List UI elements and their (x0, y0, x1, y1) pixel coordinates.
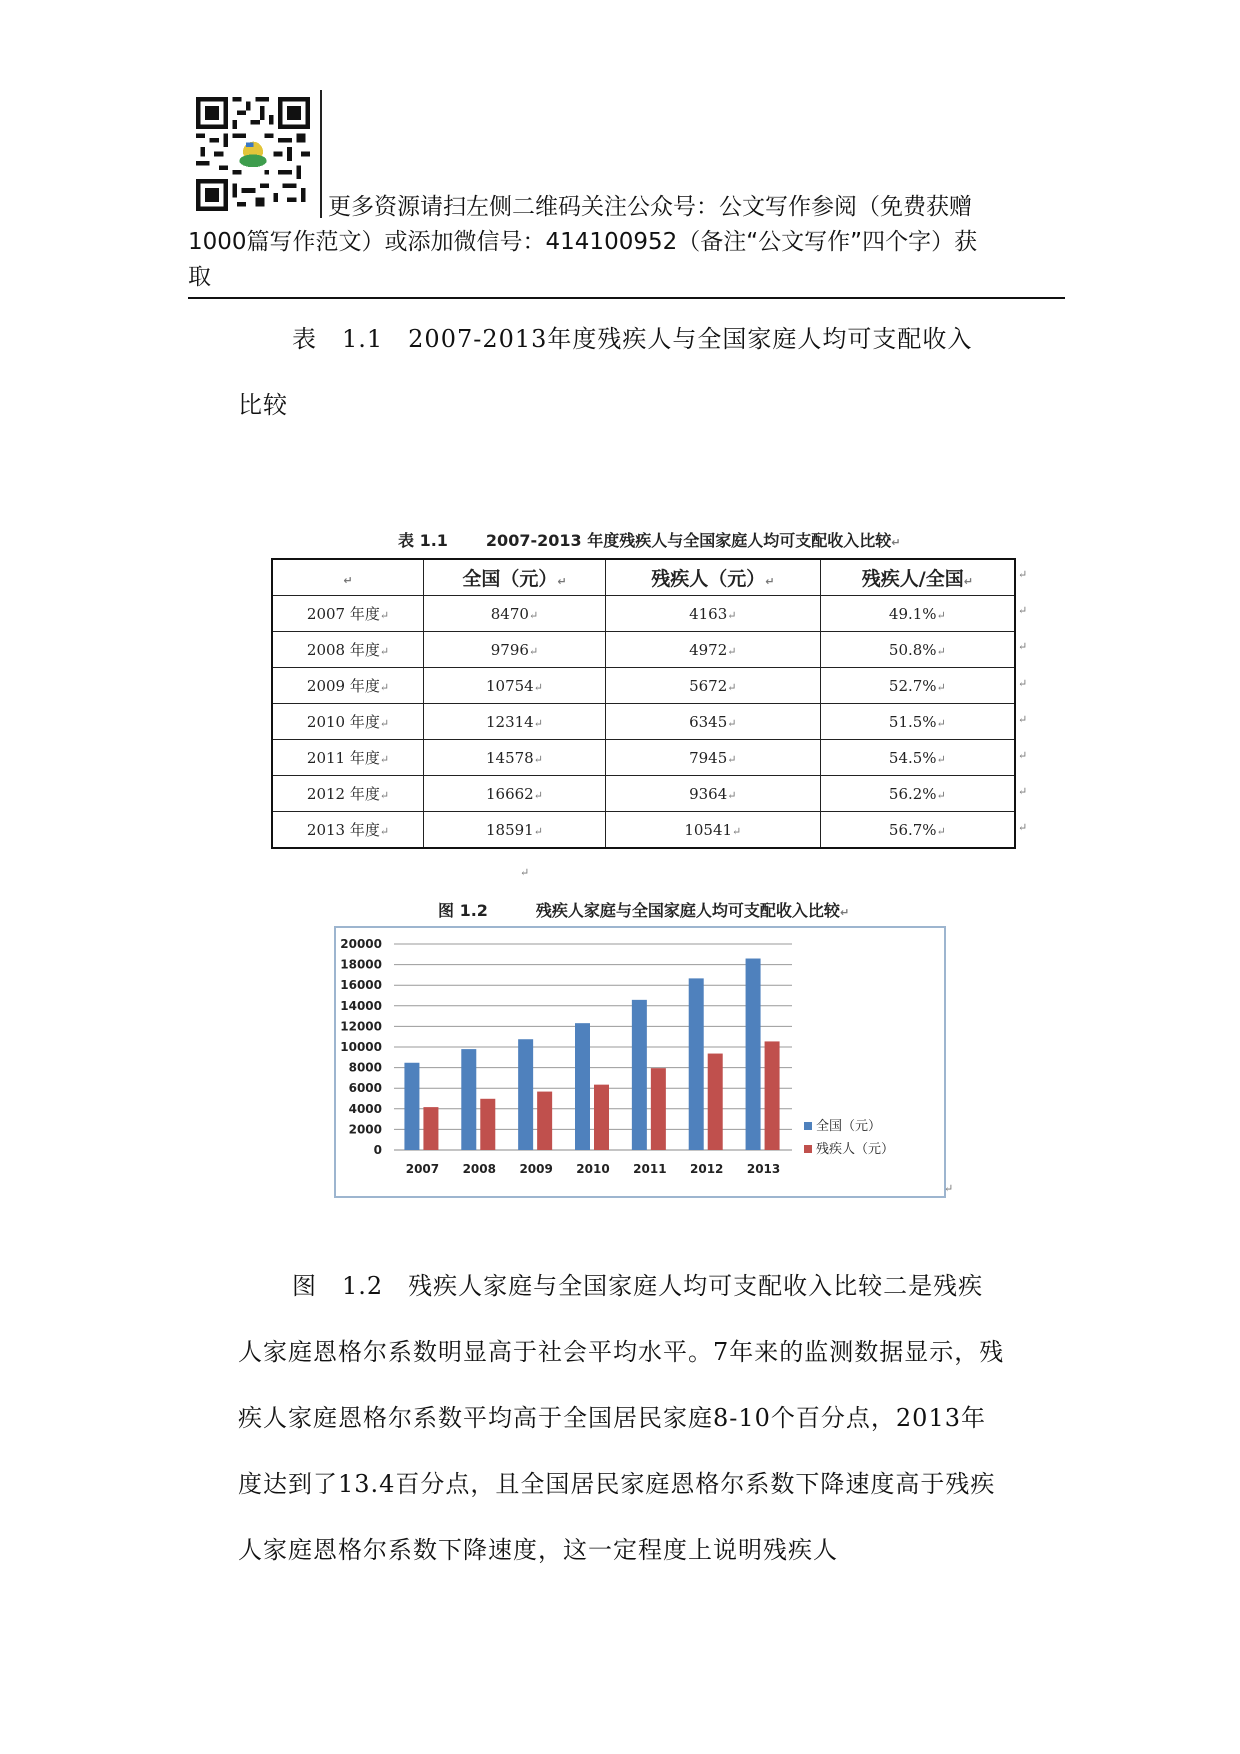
table-cell: 16662↵ (424, 776, 606, 812)
x-tick-label: 2012 (690, 1162, 724, 1176)
table-cell: 9796↵ (424, 632, 606, 668)
bar-2013-disabled (765, 1041, 780, 1150)
table-row (272, 704, 1015, 740)
bar-2008-national (461, 1049, 476, 1150)
y-tick-label: 2000 (348, 1122, 382, 1137)
return-mark: ↵ (520, 866, 530, 879)
return-mark: ↵ (1018, 568, 1028, 581)
table-cell: 56.2%↵ (820, 776, 1015, 812)
y-tick-label: 10000 (340, 1040, 382, 1054)
header-line-3: 取 (188, 264, 211, 290)
return-mark: ↵ (944, 1182, 954, 1195)
y-tick-label: 12000 (340, 1019, 382, 1034)
body-text: 图 1.2 残疾人家庭与全国家庭人均可支配收入比较二是残疾人家庭恩格尔系数明显高于社会平均水平。7年来的监测数据显示，残疾人家庭恩格尔系数平均高于全国居民家庭8-10个百分点，2013年度达到了13.4百分点，且全国居民家庭恩格尔系数下降速度高于残疾人家庭恩格尔系数下降速度，这一定程度上说明残疾人 (238, 1272, 1005, 1564)
header-notice (188, 190, 1048, 295)
bar-2012-disabled (708, 1054, 723, 1150)
table-title (398, 528, 900, 551)
table-cell: 2009 年度↵ (272, 668, 424, 704)
y-tick-label: 6000 (348, 1081, 382, 1096)
return-mark: ↵ (891, 536, 901, 549)
table-cell: 2012 年度↵ (272, 776, 424, 812)
chart-title-label: 图 1.2 (438, 901, 488, 920)
table-cell: 49.1%↵ (820, 596, 1015, 632)
table-cell: 5672↵ (605, 668, 820, 704)
table-cell: 10541↵ (605, 812, 820, 849)
table-cell: 2007 年度↵ (272, 596, 424, 632)
x-tick-label: 2008 (462, 1162, 496, 1176)
table-cell: 4163↵ (605, 596, 820, 632)
y-tick-label: 20000 (340, 937, 382, 951)
bar-2010-national (575, 1023, 590, 1150)
income-table (271, 558, 1016, 849)
chart-title-text: 残疾人家庭与全国家庭人均可支配收入比较 (535, 901, 840, 920)
table-cell: 8470↵ (424, 596, 606, 632)
chart-svg (336, 928, 944, 1196)
x-tick-label: 2011 (633, 1162, 667, 1176)
table-cell: 54.5%↵ (820, 740, 1015, 776)
table-title-label: 表 1.1 (398, 531, 448, 550)
table-cell: 18591↵ (424, 812, 606, 849)
table-cell: 10754↵ (424, 668, 606, 704)
table-header-row (272, 559, 1015, 596)
table-row (272, 776, 1015, 812)
table-row (272, 740, 1015, 776)
y-tick-label: 16000 (340, 978, 382, 993)
table-caption-paragraph (238, 306, 1008, 438)
table-cell: 51.5%↵ (820, 704, 1015, 740)
row-end-marks (1018, 568, 1032, 858)
table-cell: 14578↵ (424, 740, 606, 776)
bar-2012-national (689, 978, 704, 1150)
table-row (272, 668, 1015, 704)
x-tick-label: 2007 (405, 1162, 440, 1176)
legend-swatch (804, 1122, 812, 1130)
bar-2009-national (518, 1039, 533, 1150)
table-caption-line-1: 表 1.1 2007-2013年度残疾人与全国家庭人均可支配收入 (292, 325, 973, 353)
table-row (272, 596, 1015, 632)
y-tick-label: 0 (373, 1143, 382, 1157)
table-cell: 2013 年度↵ (272, 812, 424, 849)
table-row (272, 632, 1015, 668)
return-mark: ↵ (839, 906, 850, 919)
y-tick-label: 14000 (340, 998, 382, 1013)
table-cell: 6345↵ (605, 704, 820, 740)
x-tick-label: 2009 (519, 1162, 553, 1176)
x-tick-label: 2013 (746, 1162, 781, 1176)
body-paragraph (238, 1253, 1008, 1583)
legend-label: 残疾人（元） (816, 1142, 895, 1157)
legend-swatch (804, 1145, 812, 1153)
bar-2010-disabled (594, 1085, 609, 1150)
bar-2011-disabled (651, 1068, 666, 1150)
table-header-cell: 残疾人/全国↵ (820, 559, 1015, 596)
table-cell: 50.8%↵ (820, 632, 1015, 668)
return-mark: ↵ (1018, 604, 1028, 618)
header-line-2: 1000篇写作范文）或添加微信号：414100952（备注“公文写作”四个字）获 (188, 229, 978, 255)
return-mark: ↵ (1018, 785, 1028, 799)
bar-2007-disabled (423, 1107, 438, 1150)
table-header-cell: 全国（元）↵ (424, 559, 606, 596)
table-cell: 2011 年度↵ (272, 740, 424, 776)
legend-label: 全国（元） (816, 1119, 882, 1134)
table-cell: 12314↵ (424, 704, 606, 740)
bar-2007-national (404, 1063, 419, 1150)
return-mark: ↵ (1018, 640, 1028, 654)
table-row (272, 812, 1015, 849)
table-caption-line-2: 比较 (238, 391, 288, 419)
table-cell: 2008 年度↵ (272, 632, 424, 668)
table-cell: 9364↵ (605, 776, 820, 812)
bar-2008-disabled (480, 1099, 495, 1150)
bar-2013-national (746, 959, 761, 1150)
table-header-cell: ↵ (272, 559, 424, 596)
table-cell: 7945↵ (605, 740, 820, 776)
return-mark: ↵ (1018, 712, 1028, 726)
return-mark: ↵ (1018, 748, 1028, 762)
table-title-text: 2007-2013 年度残疾人与全国家庭人均可支配收入比较 (485, 531, 892, 550)
table-cell: 56.7%↵ (820, 812, 1015, 849)
income-bar-chart (334, 926, 946, 1198)
y-tick-label: 8000 (348, 1060, 382, 1075)
bar-2011-national (632, 1000, 647, 1150)
return-mark: ↵ (1018, 676, 1028, 690)
y-tick-label: 18000 (340, 957, 382, 972)
header-line-1: 更多资源请扫左侧二维码关注公众号：公文写作参阅（免费获赠 (328, 194, 972, 220)
return-mark: ↵ (1018, 821, 1028, 835)
x-tick-label: 2010 (576, 1162, 610, 1176)
table-header-cell: 残疾人（元）↵ (605, 559, 820, 596)
y-tick-label: 4000 (348, 1101, 382, 1116)
chart-title (438, 898, 849, 921)
table-cell: 4972↵ (605, 632, 820, 668)
table-cell: 2010 年度↵ (272, 704, 424, 740)
header-rule (188, 297, 1065, 299)
table-cell: 52.7%↵ (820, 668, 1015, 704)
bar-2009-disabled (537, 1092, 552, 1150)
